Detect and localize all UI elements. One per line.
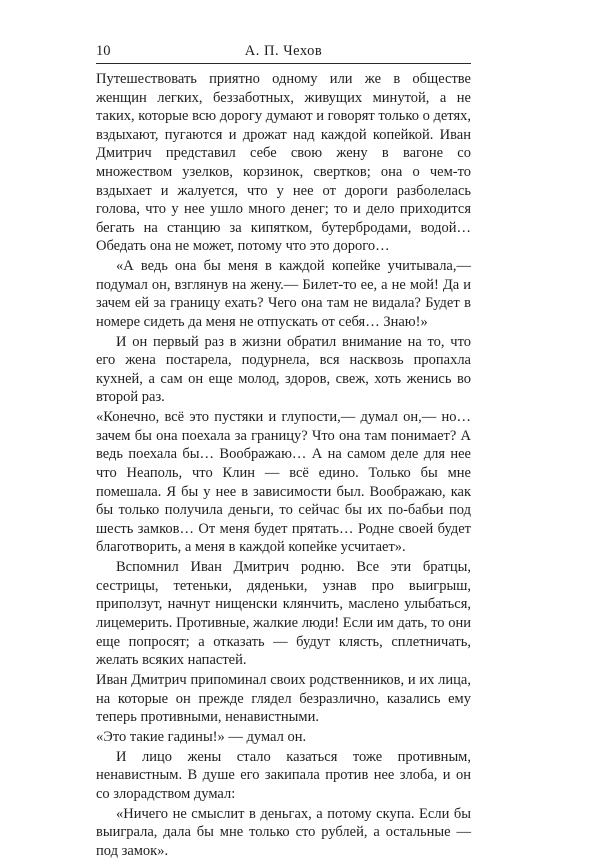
- paragraph: «А ведь она бы меня в каждой копейке учитывала,— подумал он, взглянув на жену.— Билет-то ее, а не мой! Да и зачем ей за границу ехать? Чего она там не видала? Будет в номере сидеть да меня не отпускать от себя… Знаю!»: [96, 258, 471, 330]
- paragraph: «Это такие гадины!» — думал он.: [96, 728, 307, 745]
- paragraph: Иван Дмитрич припоминал своих родственников, и их лица, на которые он прежде глядел безразлично, казались ему теперь противными, ненавистными.: [96, 671, 471, 726]
- paragraph: «Ничего не смыслит в деньгах, а потому скупа. Если бы выиграла, дала бы мне только сто рублей, а остальные — под замок».: [96, 805, 471, 859]
- text-body: [96, 70, 471, 862]
- paragraph: Путешествовать приятно одному или же в обществе женщин легких, беззаботных, живущих минутой, а не таких, которые всю дорогу думают и говорят только о детях, вздыхают, пугаются и дрожат над каждой копейкой. Иван Дмитрич представил себе свою жену в вагоне со множеством узелков, корзинок, свертков; она о чем-то вздыхает и жалуется, что у нее от дороги разболелась голова, что у нее ушло много денег; то и дело приходится бегать на станцию за кипятком, бутербродами, водой… Обедать она не может, потому что это дорого…: [96, 71, 471, 255]
- paragraph: «Конечно, всё это пустяки и глупости,— думал он,— но… зачем бы она поехала за границу? Что она там понимает? А ведь поехала бы… Воображаю… А на самом деле для нее что Неаполь, что Клин — всё едино. Только бы мне помешала. Я бы у нее в зависимости был. Воображаю, как бы только получила деньги, то сейчас бы их по-бабьи под шесть замков… От меня будет прятать… Родне своей будет благотворить, а меня в каждой копейке усчитает».: [96, 409, 471, 556]
- paragraph: И лицо жены стало казаться тоже противным, ненавистным. В душе его закипала против нее злоба, и он со злорадством думал:: [96, 748, 471, 802]
- header-rule: [96, 63, 471, 64]
- running-head-author: А. П. Чехов: [244, 43, 323, 59]
- paragraph: И он первый раз в жизни обратил внимание на то, что его жена постарела, подурнела, вся насквозь пропахла кухней, а сам он еще молод, здоров, свеж, хоть женись во второй раз.: [96, 333, 471, 406]
- paragraph: Вспомнил Иван Дмитрич родню. Все эти братцы, сестрицы, тетеньки, дяденьки, узнав про выигрыш, приползут, начнут нищенски клянчить, маслено улыбаться, лицемерить. Противные, жалкие люди! Если им дать, то они еще попросят; а отказать — будут клясть, сплетничать, желать всяких напастей.: [96, 559, 471, 669]
- page-header: [96, 40, 471, 62]
- page-number: 10: [96, 43, 111, 59]
